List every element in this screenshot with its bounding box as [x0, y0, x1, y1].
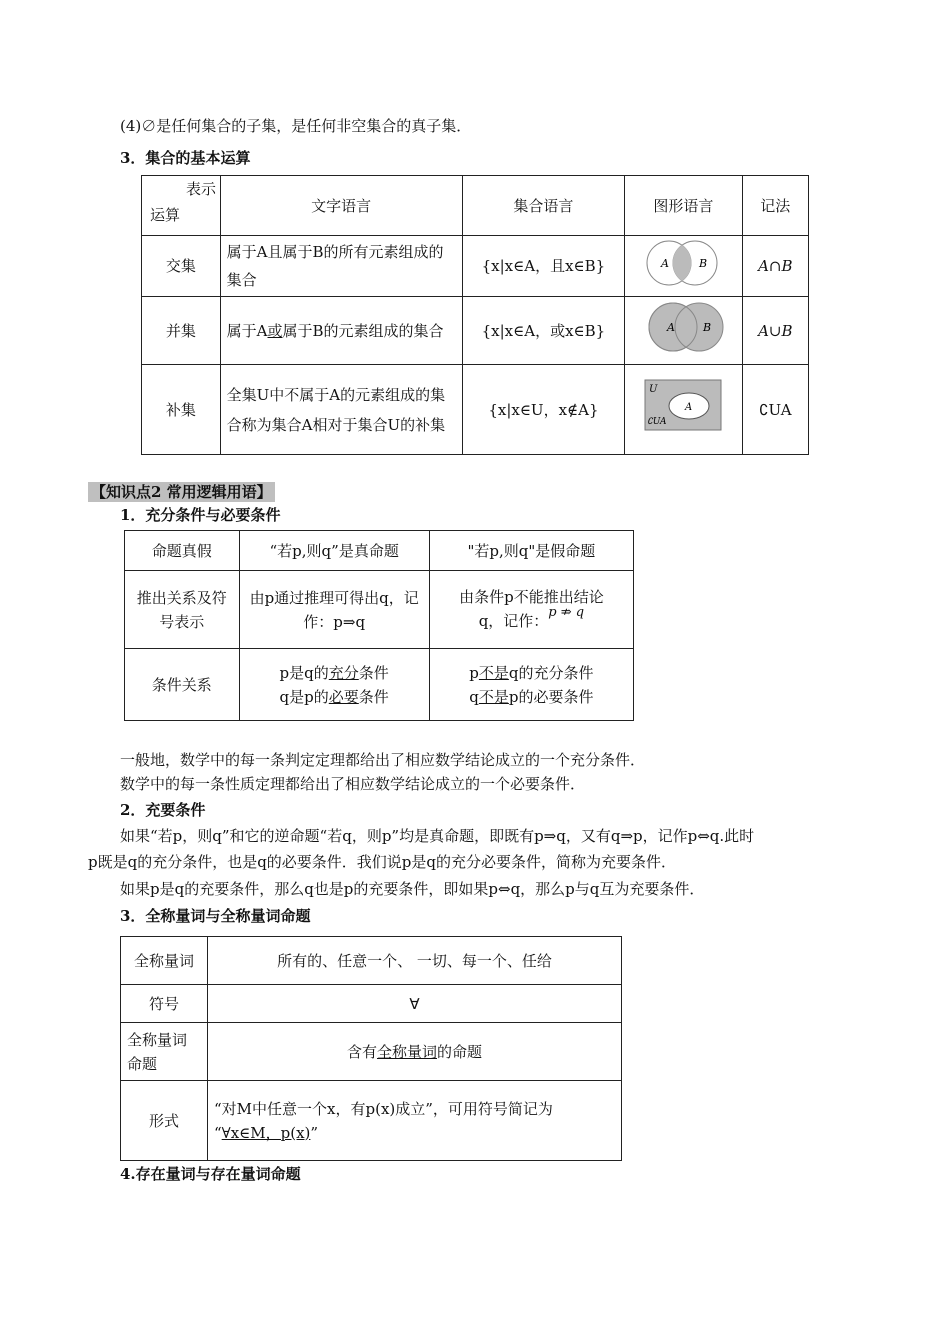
heading-set-operations: 3．集合的基本运算 [120, 149, 251, 167]
venn-intersection-cell [625, 236, 742, 297]
row-intersection-set: {x|x∈A，且x∈B} [462, 236, 624, 297]
row-intersection-notation: A∩B [742, 236, 808, 297]
heading-universal-quantifier: 3．全称量词与全称量词命题 [120, 907, 311, 925]
venn-label-b: B [699, 256, 708, 270]
cond-derive-true: 由p通过推理可得出q，记作：p⇒q [239, 571, 429, 649]
venn-union-label-a: A [667, 321, 676, 334]
cond-header-label: 命题真假 [125, 531, 240, 571]
cond-derive-false-line2: q，记作：p ⇏ q [478, 604, 585, 630]
cond-relation-label: 条件关系 [125, 649, 240, 721]
knowledge-point-2-label: 【知识点2 常用逻辑用语】 [88, 482, 275, 502]
quant-form-line1: “对M中任意一个x，有p(x)成立”，可用符号简记为 [214, 1099, 553, 1118]
header-graphic-language: 图形语言 [625, 176, 742, 236]
quant-row3-label: 全称量词命题 [121, 1023, 208, 1081]
paragraph-iff-mutual: 如果p是q的充要条件，那么q也是p的充要条件，即如果p⇔q，那么p与q互为充要条件． [120, 880, 705, 898]
quant-form-line2: “∀x∈M，p(x)” [214, 1123, 319, 1142]
venn-union-label-b: B [703, 321, 712, 334]
cond-header-false: "若p,则q"是假命题 [429, 531, 633, 571]
paragraph-iff-line1: 如果“若p，则q”和它的逆命题“若q，则p”均是真命题，即既有p⇒q，又有q⇒p，记作p⇔q.此时 [120, 827, 755, 845]
quant-row4-label: 形式 [121, 1081, 208, 1161]
venn-complement-cell [625, 365, 742, 455]
heading-iff: 2．充要条件 [120, 801, 206, 819]
not-implies-symbol: p ⇏ q [548, 604, 585, 620]
paragraph-iff-line2: p既是q的充分条件，也是q的必要条件．我们说p是q的充分必要条件，简称为充要条件． [88, 853, 677, 871]
venn-label-a: A [661, 256, 670, 270]
header-text-language: 文字语言 [220, 176, 462, 236]
row-intersection-text: 属于A且属于B的所有元素组成的集合 [220, 236, 462, 297]
paragraph-sufficient-theorem: 一般地，数学中的每一条判定定理都给出了相应数学结论成立的一个充分条件． [120, 751, 646, 769]
venn-union-diagram [633, 297, 733, 357]
cond-derive-label: 推出关系及符号表示 [125, 571, 240, 649]
paragraph-necessary-theorem: 数学中的每一条性质定理都给出了相应数学结论成立的一个必要条件． [120, 775, 586, 793]
cond-relation-false: p不是q的充分条件 q不是p的必要条件 [429, 649, 633, 721]
cond-derive-false-line1: 由条件p不能推出结论 [459, 587, 604, 606]
set-operations-table [141, 175, 809, 455]
row-complement-set: {x|x∈U，x∉A} [462, 365, 624, 455]
row-union-text: 属于A或属于B的元素组成的集合 [220, 297, 462, 365]
corner-bottom-label: 运算 [150, 206, 181, 224]
paragraph-empty-set: (4)∅是任何集合的子集，是任何非空集合的真子集． [120, 117, 472, 135]
venn-union-cell [625, 297, 742, 365]
corner-top-label: 表示 [186, 180, 217, 198]
venn-complement-diagram [633, 376, 733, 436]
quant-row1-value: 所有的、任意一个、 一切、每一个、任给 [208, 937, 622, 985]
row-complement-notation: ∁UA [742, 365, 808, 455]
row-complement-text: 全集U中不属于A的元素组成的集合称为集合A相对于集合U的补集 [220, 365, 462, 455]
quant-row2-value: ∀ [208, 985, 622, 1023]
quant-row2-label: 符号 [121, 985, 208, 1023]
heading-sufficient-necessary: 1．充分条件与必要条件 [120, 506, 281, 524]
venn-label-cua: ∁UA [647, 417, 667, 427]
row-union-name: 并集 [142, 297, 221, 365]
heading-existential-quantifier: 4.存在量词与存在量词命题 [120, 1165, 301, 1183]
quant-row3-value: 含有全称量词的命题 [208, 1023, 622, 1081]
row-intersection-name: 交集 [142, 236, 221, 297]
universal-quantifier-table [120, 936, 622, 1161]
venn-complement-label-a: A [685, 402, 693, 413]
corner-header-cell [142, 176, 221, 236]
cond-derive-false [429, 571, 633, 649]
row-complement-name: 补集 [142, 365, 221, 455]
condition-table [124, 530, 634, 721]
header-set-language: 集合语言 [462, 176, 624, 236]
row-union-set: {x|x∈A，或x∈B} [462, 297, 624, 365]
header-notation: 记法 [742, 176, 808, 236]
quant-row1-label: 全称量词 [121, 937, 208, 985]
cond-header-true: “若p,则q”是真命题 [239, 531, 429, 571]
quant-row4-value [208, 1081, 622, 1161]
cond-relation-true: p是q的充分条件 q是p的必要条件 [239, 649, 429, 721]
venn-intersection-diagram [633, 237, 733, 289]
venn-label-u: U [649, 384, 658, 395]
row-union-notation: A∪B [742, 297, 808, 365]
